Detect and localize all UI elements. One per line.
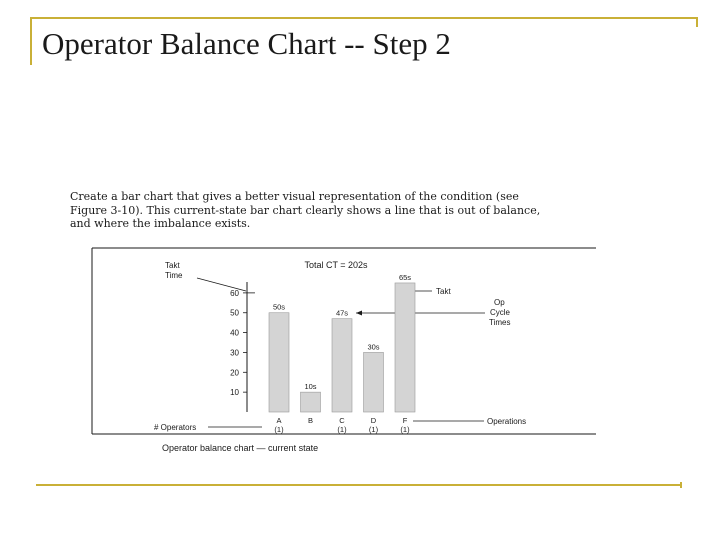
category-label: B xyxy=(307,416,314,425)
slide-title: Operator Balance Chart -- Step 2 xyxy=(42,26,451,61)
operations-label: Operations xyxy=(487,417,527,426)
bar-value-label: 65s xyxy=(398,272,412,282)
category-label: F xyxy=(402,416,408,425)
y-tick-label: 50 xyxy=(230,308,239,318)
op-cycle-label-line1: Op xyxy=(494,298,505,307)
chart-title: Total CT = 202s xyxy=(304,260,368,270)
y-tick-label: 30 xyxy=(230,348,239,358)
op-cycle-arrowhead xyxy=(356,311,362,316)
takt-time-label-line2: Time xyxy=(165,271,183,280)
bar xyxy=(395,283,415,412)
operators-label: # Operators xyxy=(154,423,197,432)
description-line: and where the imbalance exists. xyxy=(70,217,251,230)
category-label: C xyxy=(339,416,345,425)
operator-count-label: (1) xyxy=(368,425,379,434)
description-line: Figure 3-10). This current-state bar chart clearly shows a line that is out of balance, xyxy=(70,203,541,217)
y-tick-label: 40 xyxy=(230,328,239,338)
y-tick-label: 10 xyxy=(230,388,239,398)
bar-value-label: 50s xyxy=(272,302,286,312)
y-tick-label: 20 xyxy=(230,368,239,378)
category-label: A xyxy=(276,416,282,425)
operator-count-label: (1) xyxy=(400,425,410,434)
operator-count-label: (1) xyxy=(274,425,284,434)
bar xyxy=(332,319,352,412)
y-ticks xyxy=(230,289,247,397)
bar xyxy=(269,313,289,412)
operator-count-label: (1) xyxy=(337,425,347,434)
bar-value-label: 30s xyxy=(367,342,380,352)
description-line: Create a bar chart that gives a better visual representation of the condition (see xyxy=(70,190,519,203)
bar-value-label: 47s xyxy=(335,308,349,318)
bars xyxy=(247,273,415,434)
takt-right-label: Takt xyxy=(436,287,451,296)
bar xyxy=(301,392,321,412)
op-cycle-label-line2: Cycle xyxy=(490,308,511,317)
category-label: D xyxy=(370,416,377,425)
chart-caption: Operator balance chart — current state xyxy=(162,443,319,453)
y-tick-label: 60 xyxy=(230,288,239,298)
bar-value-label: 10s xyxy=(304,382,317,392)
bar xyxy=(364,352,384,412)
op-cycle-label-line3: Times xyxy=(489,318,511,327)
takt-time-label-line1: Takt xyxy=(165,261,180,270)
